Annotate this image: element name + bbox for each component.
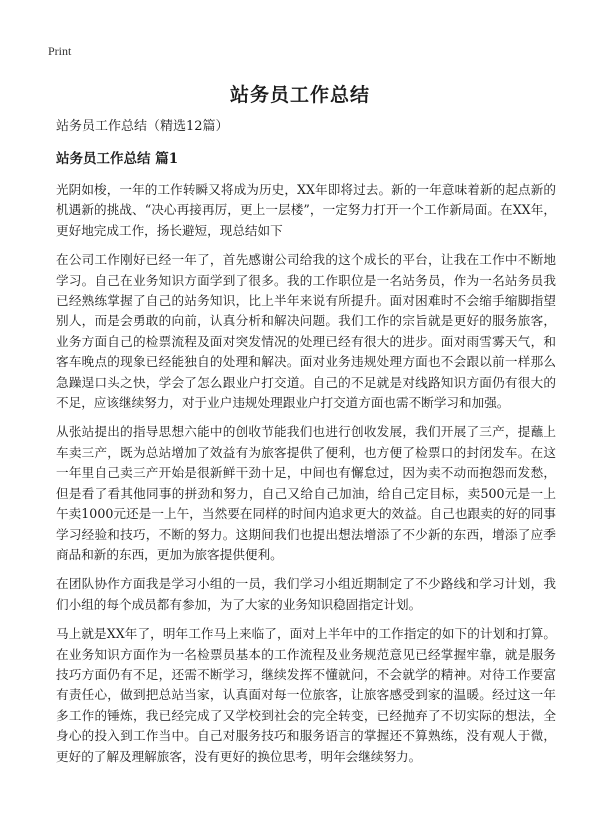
section-heading: 站务员工作总结 篇1	[56, 151, 179, 167]
paragraph-4: 在团队协作方面我是学习小组的一员，我们学习小组近期制定了不少路线和学习计划，我们小组的每个成员都有参加，为了大家的业务知识稳固指定计划。	[56, 576, 556, 612]
print-label: Print	[48, 44, 72, 58]
paragraph-3: 从张站提出的指导思想六能中的创收节能我们也进行创收发展，我们开展了三产，提蘸上车卖三产，既为总站增加了效益有为旅客提供了便利，也方便了检票口的封闭发车。在这一年里自己卖三产开始是很新鲜干劲十足，中间也有懈怠过，因为卖不动而抱怨而发愁，但是看了看其他同事的拼劲和努力，自己又给自己加油，给自己定目标，卖500元是一上午卖1000元还是一上午，当然要在同样的时间内追求更大的效益。自己也跟卖的好的同事学习经验和技巧，不断的努力。这期间我们也提出想法增添了不少新的东西，增添了应季商品和新的东西，更加为旅客提供便利。	[56, 424, 556, 562]
paragraph-2: 在公司工作刚好已经一年了，首先感谢公司给我的这个成长的平台，让我在工作中不断地学习。自己在业务知识方面学到了很多。我的工作职位是一名站务员，作为一名站务员我已经熟练掌握了自己的站务知识，比上半年来说有所提升。面对困难时不会缩手缩脚指望别人，而是会勇敢的向前，认真分析和解决问题。我们工作的宗旨就是更好的服务旅客，业务方面自己的检票流程及面对突发情况的处理已经有很大的进步。面对雨雪雾天气，和客车晚点的现象已经能独自的处理和解决。面对业务违规处理方面也不会跟以前一样那么急躁逞口头之快，学会了怎么跟业户打交道。自己的不足就是对线路知识方面仍有很大的不足，应该继续努力，对于业户违规处理跟业户打交道方面也需不断学习和加强。	[56, 252, 556, 411]
document-title: 站务员工作总结	[229, 84, 370, 106]
document-subtitle: 站务员工作总结（精选12篇）	[56, 119, 229, 134]
paragraph-5: 马上就是XX年了，明年工作马上来临了，面对上半年中的工作指定的如下的计划和打算。在业务知识方面作为一名检票员基本的工作流程及业务规范意见已经掌握牢靠，就是服务技巧方面仍有不足，还需不断学习，继续发挥不懂就问，不会就学的精神。对待工作要富有责任心，做到把总站当家，认真面对每一位旅客，让旅客感受到家的温暖。经过这一年多工作的锤炼，我已经完成了又学校到社会的完全转变，已经抛弃了不切实际的想法，全身心的投入到工作当中。自己对服务技巧和服务语言的掌握还不算熟练，没有观人于微，更好的了解及理解旅客，没有更好的换位思考，明年会继续努力。	[56, 626, 556, 764]
document-body	[56, 118, 556, 776]
paragraph-1: 光阴如梭，一年的工作转瞬又将成为历史，XX年即将过去。新的一年意味着新的起点新的机遇新的挑战、“决心再接再厉，更上一层楼”，一定努力打开一个工作新局面。在XX年，更好地完成工作，扬长避短，现总结如下	[56, 182, 556, 238]
